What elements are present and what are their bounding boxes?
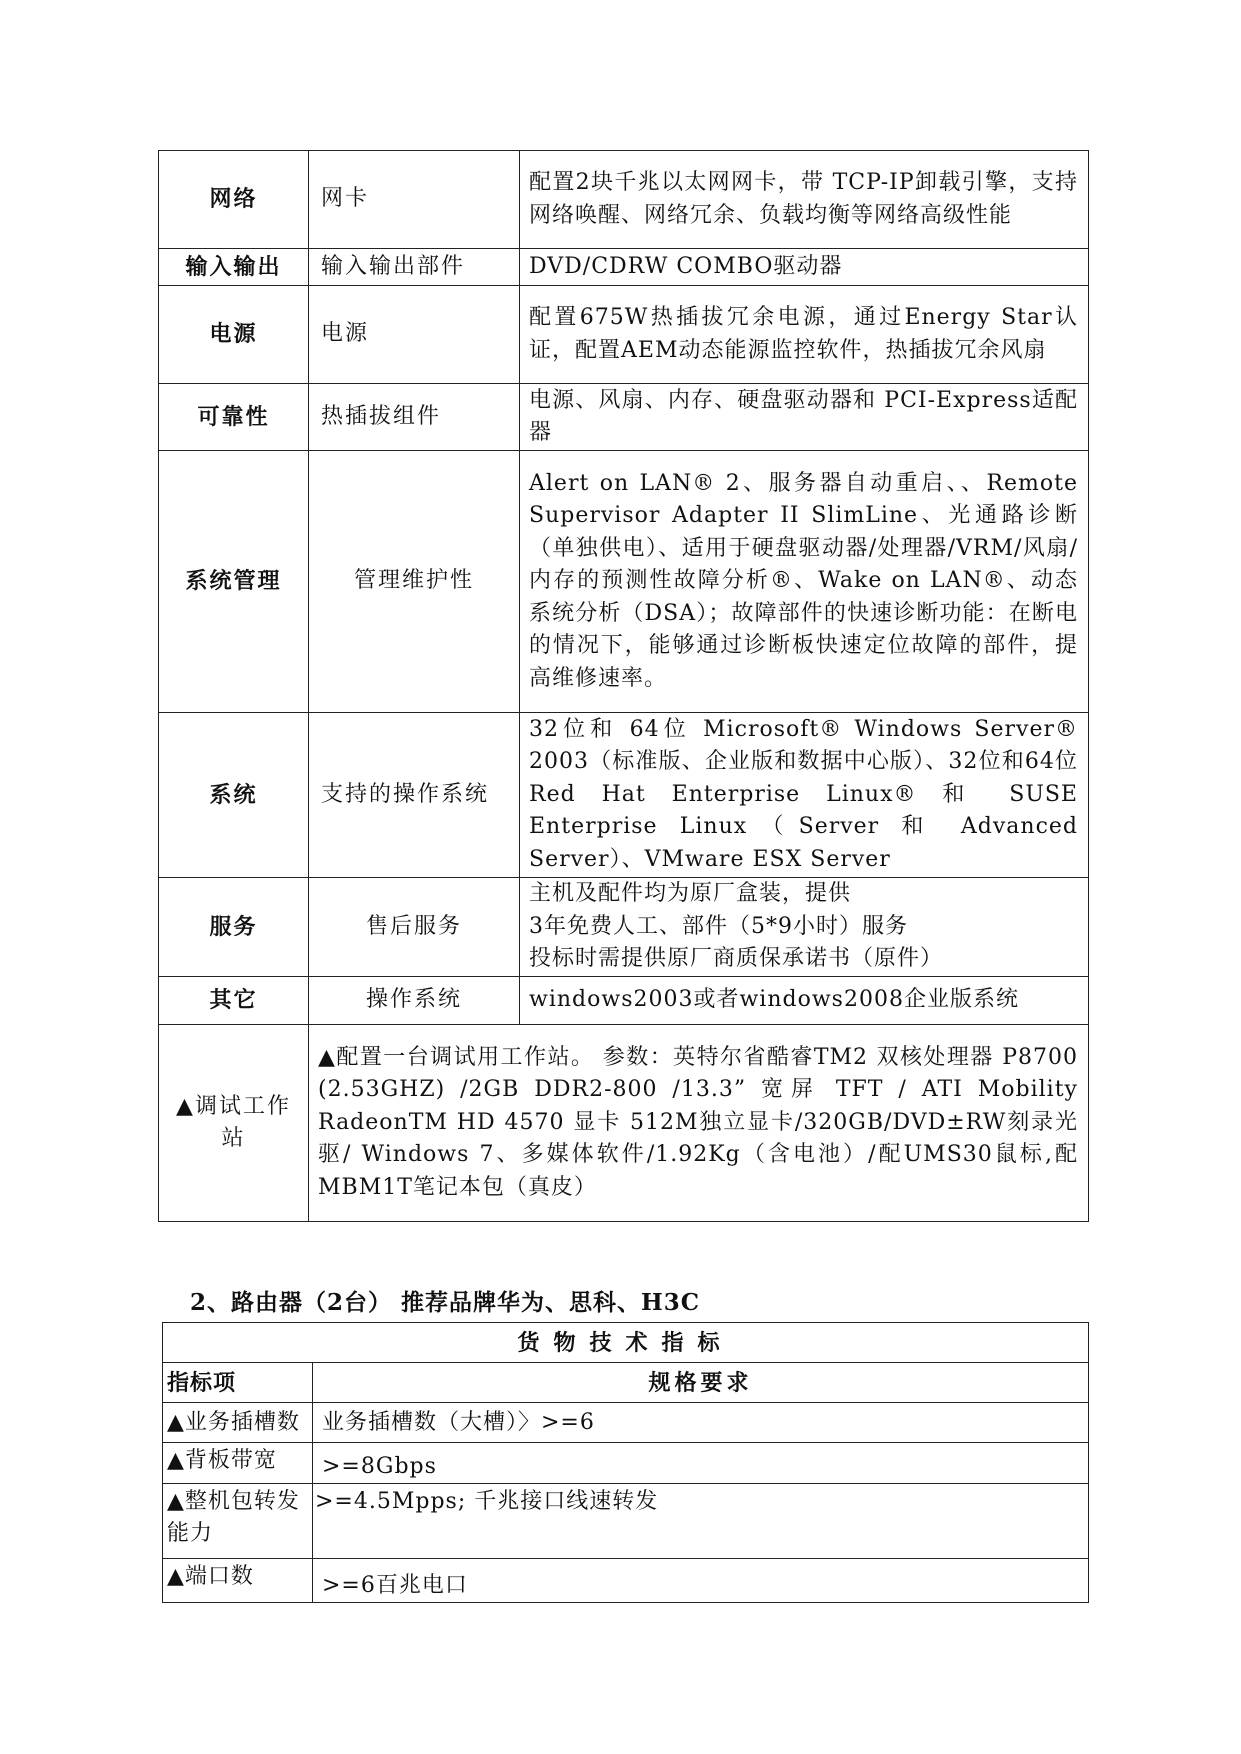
column-header-spec: 规格要求	[313, 1363, 1089, 1403]
detail-cell: 电源、风扇、内存、硬盘驱动器和 PCI-Express适配器	[520, 384, 1089, 451]
table-row	[163, 1559, 1089, 1603]
label-cell: ▲整机包转发能力	[163, 1484, 313, 1559]
category-cell: ▲调试工作站	[159, 1025, 309, 1222]
table-row	[159, 286, 1089, 384]
detail-cell: 32位和 64位 Microsoft® Windows Server® 2003（标准版、企业版和数据中心版）、32位和64位 Red Hat Enterprise Linux® 和 SUSE Enterprise Linux（Server 和 Advanced Server）、VMware ESX Server	[520, 713, 1089, 878]
table-row	[159, 878, 1089, 977]
category-cell: 电源	[159, 286, 309, 384]
table-row	[163, 1443, 1089, 1484]
category-cell: 其它	[159, 977, 309, 1025]
value-cell: >=4.5Mpps; 千兆接口线速转发	[313, 1484, 1089, 1559]
detail-line: 投标时需提供原厂商质保承诺书（原件）	[529, 946, 944, 972]
item-cell: 售后服务	[309, 878, 520, 977]
table-row	[159, 713, 1089, 878]
table-header-row	[163, 1363, 1089, 1403]
item-cell: 操作系统	[309, 977, 520, 1025]
table-title: 货物技术指标	[163, 1323, 1089, 1363]
category-cell: 可靠性	[159, 384, 309, 451]
column-header-item: 指标项	[163, 1363, 313, 1403]
item-cell: 输入输出部件	[309, 249, 520, 286]
detail-line: 3年免费人工、部件（5*9小时）服务	[529, 913, 908, 939]
label-cell: ▲背板带宽	[163, 1443, 313, 1484]
detail-cell	[520, 878, 1089, 977]
value-cell: >=6百兆电口	[313, 1559, 1089, 1603]
section-heading: 2、路由器（2台） 推荐品牌华为、思科、H3C	[190, 1289, 701, 1316]
table-row	[159, 977, 1089, 1025]
spec-table	[158, 150, 1089, 1222]
category-cell: 网络	[159, 151, 309, 249]
item-cell: 电源	[309, 286, 520, 384]
detail-cell: Alert on LAN® 2、服务器自动重启、、Remote Supervisor Adapter II SlimLine、光通路诊断（单独供电）、适用于硬盘驱动器/处理器/VRM/风扇/内存的预测性故障分析®、Wake on LAN®、动态系统分析（DSA）；故障部件的快速诊断功能：在断电的情况下，能够通过诊断板快速定位故障的部件，提高维修速率。	[520, 451, 1089, 713]
category-cell: 系统管理	[159, 451, 309, 713]
table-row	[163, 1484, 1089, 1559]
table-row	[159, 249, 1089, 286]
item-cell: 管理维护性	[309, 451, 520, 713]
table-title-row	[163, 1323, 1089, 1363]
detail-cell: windows2003或者windows2008企业版系统	[520, 977, 1089, 1025]
label-cell: ▲端口数	[163, 1559, 313, 1603]
item-cell: 热插拔组件	[309, 384, 520, 451]
detail-line: 主机及配件均为原厂盒装，提供	[529, 881, 852, 907]
table-row	[163, 1403, 1089, 1443]
detail-cell: DVD/CDRW COMBO驱动器	[520, 249, 1089, 286]
label-cell: ▲业务插槽数	[163, 1403, 313, 1443]
table-row	[159, 1025, 1089, 1222]
category-cell: 输入输出	[159, 249, 309, 286]
item-cell: 支持的操作系统	[309, 713, 520, 878]
table-row	[159, 451, 1089, 713]
router-spec-table	[162, 1322, 1089, 1603]
value-cell: 业务插槽数（大槽）〉>=6	[313, 1403, 1089, 1443]
item-cell: 网卡	[309, 151, 520, 249]
detail-cell: 配置675W热插拔冗余电源，通过Energy Star认证，配置AEM动态能源监控软件，热插拔冗余风扇	[520, 286, 1089, 384]
value-cell: >=8Gbps	[313, 1443, 1089, 1484]
detail-cell: ▲配置一台调试用工作站。 参数：英特尔省酷睿TM2 双核处理器 P8700 (2.53GHZ) /2GB DDR2-800 /13.3” 宽屏 TFT / ATI Mobility RadeonTM HD 4570 显卡 512M独立显卡/320GB/DVD±RW刻录光驱/ Windows 7、多媒体软件/1.92Kg（含电池）/配UMS30鼠标,配MBM1T笔记本包（真皮）	[309, 1025, 1089, 1222]
category-cell: 系统	[159, 713, 309, 878]
category-cell: 服务	[159, 878, 309, 977]
detail-cell: 配置2块千兆以太网网卡，带 TCP-IP卸载引擎，支持网络唤醒、网络冗余、负载均衡等网络高级性能	[520, 151, 1089, 249]
table-row	[159, 384, 1089, 451]
table-row	[159, 151, 1089, 249]
